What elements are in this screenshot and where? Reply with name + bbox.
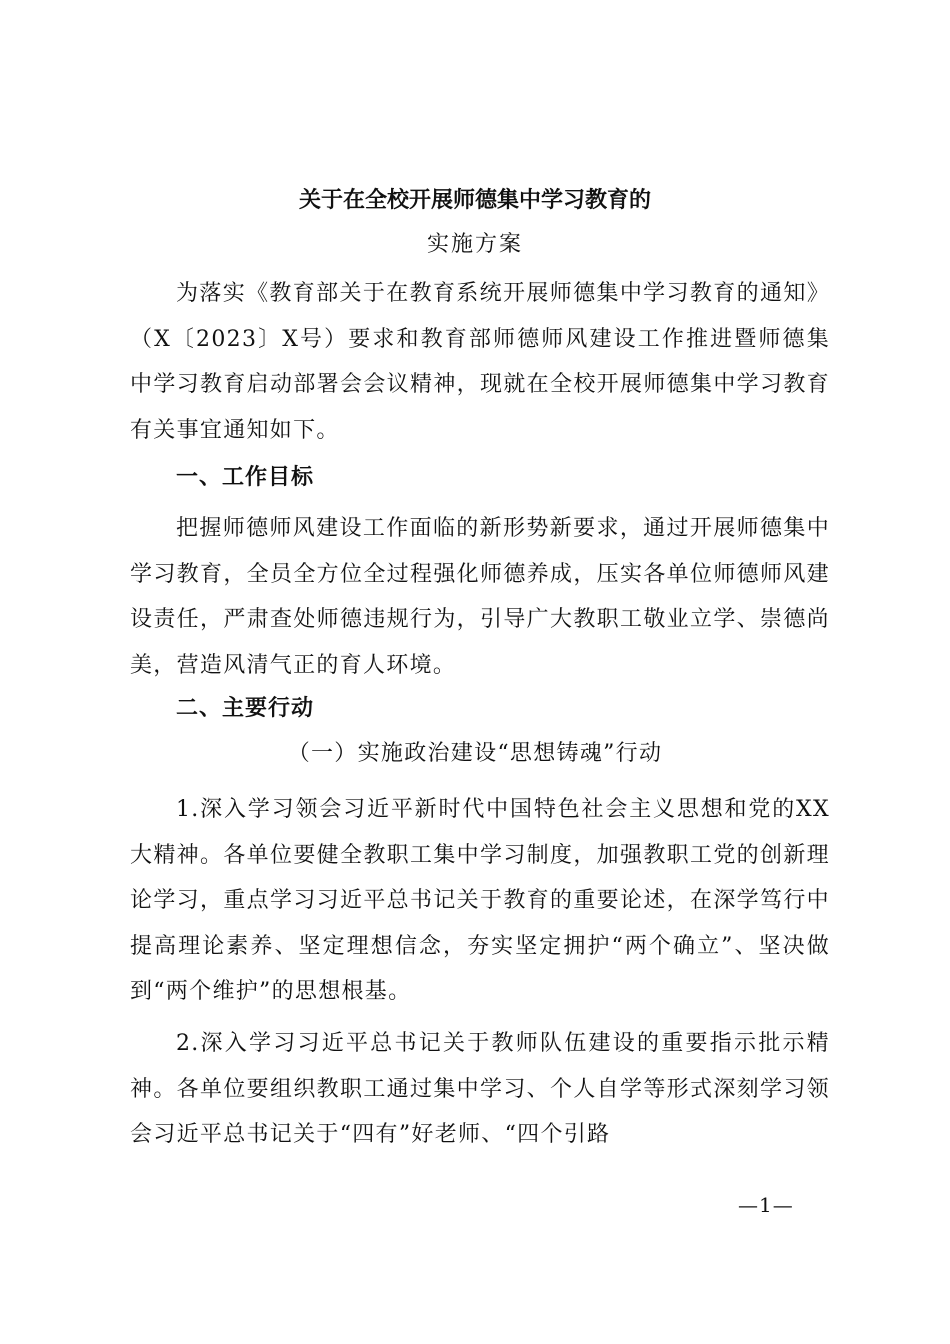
action-item-2: 2.深入学习习近平总书记关于教师队伍建设的重要指示批示精神。各单位要组织教职工通过集中学习、个人自学等形式深刻学习领会习近平总书记关于“四有”好老师、“四个引路	[130, 1031, 830, 1147]
intro-paragraph: 为落实《教育部关于在教育系统开展师德集中学习教育的通知》（X〔2023〕X号）要求和教育部师德师风建设工作推进暨师德集中学习教育启动部署会会议精神，现就在全校开展师德集中学习教育有关事宜通知如下。	[130, 281, 830, 443]
action-item-1: 1.深入学习领会习近平新时代中国特色社会主义思想和党的XX大精神。各单位要健全教职工集中学习制度，加强教职工党的创新理论学习，重点学习习近平总书记关于教育的重要论述，在深学笃行中提高理论素养、坚定理想信念，夯实坚定拥护“两个确立”、坚决做到“两个维护”的思想根基。	[130, 797, 830, 1004]
goals-paragraph: 把握师德师风建设工作面临的新形势新要求，通过开展师德集中学习教育，全员全方位全过程强化师德养成，压实各单位师德师风建设责任，严肃查处师德违规行为，引导广大教职工敬业立学、崇德尚美，营造风清气正的育人环境。	[130, 516, 830, 678]
document-subtitle: 实施方案	[426, 232, 523, 257]
document-title: 关于在全校开展师德集中学习教育的	[298, 188, 651, 213]
page-number: —1—	[738, 1193, 794, 1217]
section-heading-actions: 二、主要行动	[176, 696, 315, 721]
section-heading-goals: 一、工作目标	[176, 465, 315, 490]
subsection-heading-political: （一）实施政治建设“思想铸魂”行动	[287, 741, 663, 766]
